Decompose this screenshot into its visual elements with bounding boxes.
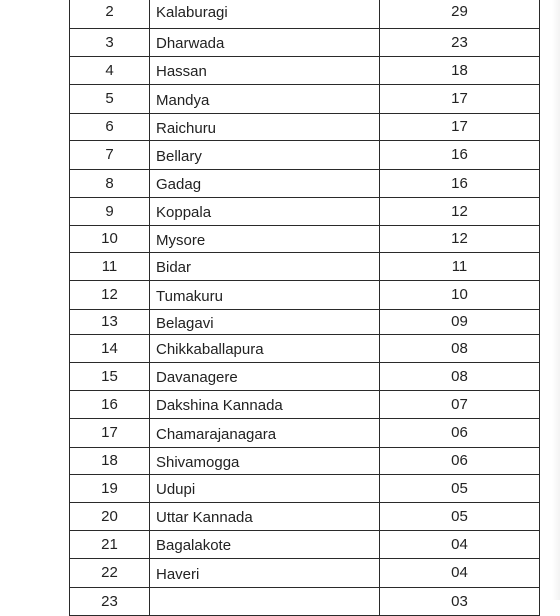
table-row: [70, 281, 540, 310]
table-row: [70, 335, 540, 363]
table-row: [70, 588, 540, 616]
count-cell: 12: [380, 198, 540, 226]
count-cell: 04: [380, 559, 540, 588]
count-cell: 29: [380, 0, 540, 29]
district-name-cell: Hassan: [150, 57, 380, 85]
serial-number-cell: 21: [70, 531, 150, 559]
table-row: [70, 141, 540, 170]
count-cell: 16: [380, 141, 540, 170]
count-cell: 12: [380, 226, 540, 253]
district-name-cell: Koppala: [150, 198, 380, 226]
district-name-cell: Dakshina Kannada: [150, 391, 380, 419]
count-cell: 08: [380, 335, 540, 363]
district-count-table: [69, 0, 540, 616]
table-row: [70, 531, 540, 559]
count-cell: 23: [380, 29, 540, 57]
serial-number-cell: 16: [70, 391, 150, 419]
serial-number-cell: 22: [70, 559, 150, 588]
district-count-table-wrapper: [69, 0, 539, 616]
table-row: [70, 503, 540, 531]
count-cell: 09: [380, 310, 540, 335]
serial-number-cell: 9: [70, 198, 150, 226]
serial-number-cell: 19: [70, 475, 150, 503]
serial-number-cell: 3: [70, 29, 150, 57]
table-row: [70, 198, 540, 226]
table-row: [70, 363, 540, 391]
table-row: [70, 85, 540, 114]
count-cell: 07: [380, 391, 540, 419]
serial-number-cell: 2: [70, 0, 150, 29]
count-cell: 10: [380, 281, 540, 310]
serial-number-cell: 15: [70, 363, 150, 391]
district-name-cell: Bidar: [150, 253, 380, 281]
table-row: [70, 253, 540, 281]
count-cell: 08: [380, 363, 540, 391]
count-cell: 17: [380, 114, 540, 141]
district-name-cell: Dharwada: [150, 29, 380, 57]
serial-number-cell: 4: [70, 57, 150, 85]
count-cell: 06: [380, 448, 540, 475]
district-name-cell: Bellary: [150, 141, 380, 170]
district-name-cell: Uttar Kannada: [150, 503, 380, 531]
district-name-cell: Haveri: [150, 559, 380, 588]
table-row: [70, 57, 540, 85]
serial-number-cell: 7: [70, 141, 150, 170]
serial-number-cell: 18: [70, 448, 150, 475]
serial-number-cell: 23: [70, 588, 150, 616]
page-edge-shadow: [552, 0, 560, 600]
table-row: [70, 419, 540, 448]
district-name-cell: Raichuru: [150, 114, 380, 141]
count-cell: 18: [380, 57, 540, 85]
table-row: [70, 475, 540, 503]
table-row: [70, 559, 540, 588]
count-cell: 11: [380, 253, 540, 281]
serial-number-cell: 12: [70, 281, 150, 310]
district-name-cell: Mysore: [150, 226, 380, 253]
district-name-cell: [150, 588, 380, 616]
district-name-cell: Udupi: [150, 475, 380, 503]
serial-number-cell: 14: [70, 335, 150, 363]
table-body: [70, 0, 540, 616]
count-cell: 04: [380, 531, 540, 559]
serial-number-cell: 17: [70, 419, 150, 448]
district-name-cell: Bagalakote: [150, 531, 380, 559]
district-name-cell: Belagavi: [150, 310, 380, 335]
table-row: [70, 29, 540, 57]
count-cell: 03: [380, 588, 540, 616]
district-name-cell: Gadag: [150, 170, 380, 198]
table-row: [70, 170, 540, 198]
district-name-cell: Kalaburagi: [150, 0, 380, 29]
district-name-cell: Tumakuru: [150, 281, 380, 310]
serial-number-cell: 11: [70, 253, 150, 281]
table-row: [70, 226, 540, 253]
serial-number-cell: 5: [70, 85, 150, 114]
count-cell: 17: [380, 85, 540, 114]
district-name-cell: Davanagere: [150, 363, 380, 391]
count-cell: 05: [380, 503, 540, 531]
serial-number-cell: 20: [70, 503, 150, 531]
district-name-cell: Shivamogga: [150, 448, 380, 475]
table-row: [70, 0, 540, 29]
count-cell: 16: [380, 170, 540, 198]
district-name-cell: Chikkaballapura: [150, 335, 380, 363]
serial-number-cell: 10: [70, 226, 150, 253]
table-row: [70, 310, 540, 335]
serial-number-cell: 8: [70, 170, 150, 198]
table-row: [70, 114, 540, 141]
serial-number-cell: 13: [70, 310, 150, 335]
table-row: [70, 391, 540, 419]
serial-number-cell: 6: [70, 114, 150, 141]
district-name-cell: Chamarajanagara: [150, 419, 380, 448]
table-row: [70, 448, 540, 475]
count-cell: 06: [380, 419, 540, 448]
count-cell: 05: [380, 475, 540, 503]
district-name-cell: Mandya: [150, 85, 380, 114]
